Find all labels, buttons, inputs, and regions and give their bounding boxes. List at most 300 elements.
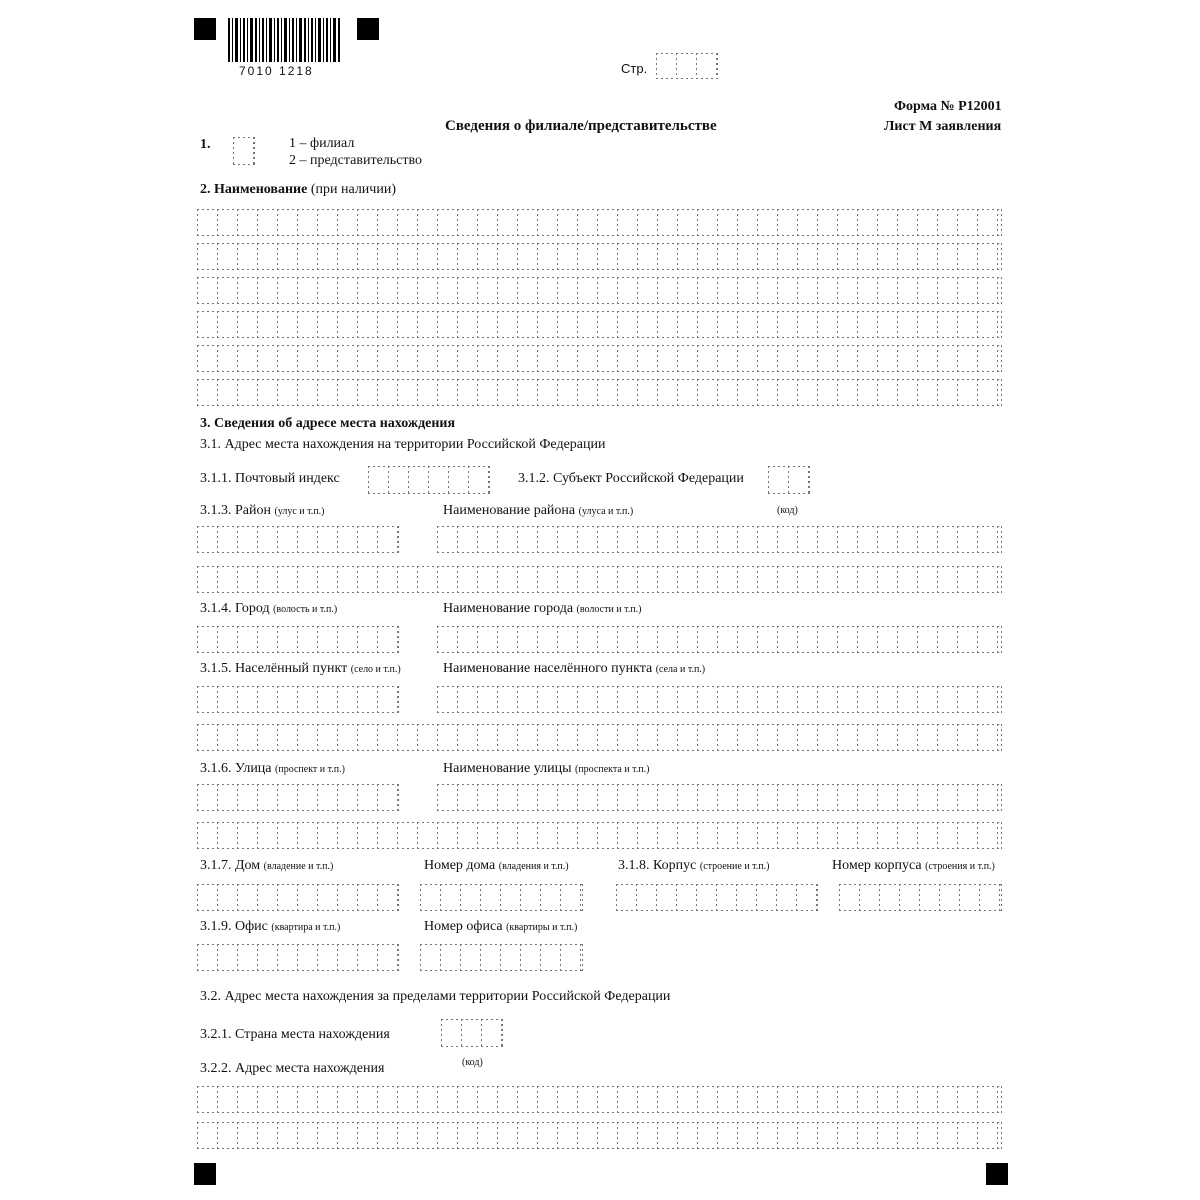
cell-divider (697, 1086, 698, 1113)
cell-divider (817, 1086, 818, 1113)
cell-divider (357, 379, 358, 406)
cell-divider (617, 784, 618, 811)
cell-divider (317, 686, 318, 713)
cell-divider (560, 944, 561, 971)
cell-divider (217, 243, 218, 270)
cell-divider (979, 884, 980, 911)
cell-divider (297, 379, 298, 406)
cell-divider (277, 626, 278, 653)
cell-divider (937, 526, 938, 553)
cell-divider (481, 1019, 482, 1047)
cell-divider (997, 724, 998, 751)
cell-divider (897, 1086, 898, 1113)
cell-divider (357, 277, 358, 304)
cell-divider (897, 209, 898, 236)
cell-divider (777, 311, 778, 338)
cell-divider (577, 1086, 578, 1113)
cell-divider (257, 566, 258, 593)
cell-divider (537, 822, 538, 849)
cell-divider (577, 311, 578, 338)
cell-divider (317, 784, 318, 811)
office-type-cells[interactable] (197, 944, 399, 971)
cell-divider (937, 379, 938, 406)
cell-divider (397, 277, 398, 304)
district-title: 3.1.3. Район (200, 503, 271, 518)
cell-divider (217, 1086, 218, 1113)
foreign-address-row-2[interactable] (197, 1122, 1002, 1149)
name-row-1[interactable] (197, 209, 1002, 236)
street-label (200, 761, 345, 778)
city-title: 3.1.4. Город (200, 601, 270, 616)
settlement-type-cells[interactable] (197, 686, 399, 713)
cell-divider (757, 243, 758, 270)
cell-divider (577, 566, 578, 593)
district-name-cells-2[interactable] (197, 566, 1002, 593)
cell-divider (1001, 526, 1002, 553)
cell-divider (217, 1122, 218, 1149)
cell-divider (837, 1086, 838, 1113)
cell-divider (417, 724, 418, 751)
cell-divider (597, 1122, 598, 1149)
cell-divider (497, 566, 498, 593)
foreign-address-label: 3.2.2. Адрес места нахождения (200, 1061, 385, 1076)
cell-divider (337, 1122, 338, 1149)
corner-marker-top-left (194, 18, 216, 40)
cell-divider (777, 1122, 778, 1149)
cell-divider (417, 345, 418, 372)
cell-divider (897, 277, 898, 304)
cell-divider (1001, 884, 1002, 911)
cell-divider (877, 724, 878, 751)
house-hint: (владение и т.п.) (263, 861, 334, 872)
cell-divider (457, 686, 458, 713)
street-name-title: Наименование улицы (443, 761, 572, 776)
office-title: 3.1.9. Офис (200, 919, 268, 934)
cell-divider (297, 566, 298, 593)
cell-divider (857, 277, 858, 304)
cell-divider (377, 1122, 378, 1149)
cell-divider (337, 784, 338, 811)
cell-divider (657, 526, 658, 553)
cell-divider (517, 345, 518, 372)
cell-divider (337, 526, 338, 553)
cell-divider (388, 466, 389, 494)
cell-divider (637, 784, 638, 811)
page-label: Стр. (621, 61, 648, 76)
cell-divider (797, 277, 798, 304)
cell-divider (677, 311, 678, 338)
cell-divider (557, 784, 558, 811)
cell-divider (217, 822, 218, 849)
cell-divider (917, 566, 918, 593)
cell-divider (397, 566, 398, 593)
cell-divider (817, 345, 818, 372)
cell-divider (677, 686, 678, 713)
cell-divider (657, 277, 658, 304)
cell-divider (317, 243, 318, 270)
cell-divider (817, 566, 818, 593)
cell-divider (737, 277, 738, 304)
street-name-cells-1[interactable] (437, 784, 1002, 811)
cell-divider (257, 526, 258, 553)
cell-divider (477, 686, 478, 713)
cell-divider (937, 209, 938, 236)
cell-divider (417, 1122, 418, 1149)
cell-divider (617, 686, 618, 713)
cell-divider (957, 1086, 958, 1113)
type-code-cell[interactable] (233, 137, 255, 165)
cell-divider (757, 526, 758, 553)
cell-divider (297, 277, 298, 304)
cell-divider (277, 345, 278, 372)
district-type-cells[interactable] (197, 526, 399, 553)
cell-divider (577, 784, 578, 811)
cell-divider (837, 566, 838, 593)
cell-divider (997, 209, 998, 236)
cell-divider (897, 566, 898, 593)
cell-divider (877, 345, 878, 372)
cell-divider (237, 277, 238, 304)
cell-divider (937, 784, 938, 811)
cell-divider (577, 526, 578, 553)
cell-divider (717, 1122, 718, 1149)
cell-divider (637, 566, 638, 593)
cell-divider (939, 884, 940, 911)
name-row-2[interactable] (197, 243, 1002, 270)
cell-divider (397, 1122, 398, 1149)
cell-divider (500, 884, 501, 911)
cell-divider (617, 345, 618, 372)
corner-marker-top-right (357, 18, 379, 40)
cell-divider (477, 311, 478, 338)
cell-divider (517, 724, 518, 751)
cell-divider (977, 243, 978, 270)
cell-divider (997, 626, 998, 653)
cell-divider (480, 944, 481, 971)
cell-divider (577, 243, 578, 270)
cell-divider (917, 311, 918, 338)
cell-divider (977, 209, 978, 236)
cell-divider (897, 243, 898, 270)
cell-divider (217, 944, 218, 971)
cell-divider (637, 379, 638, 406)
name-row-3[interactable] (197, 277, 1002, 304)
cell-divider (977, 1086, 978, 1113)
cell-divider (461, 1019, 462, 1047)
cell-divider (597, 784, 598, 811)
cell-divider (517, 209, 518, 236)
cell-divider (457, 526, 458, 553)
cell-divider (797, 686, 798, 713)
cell-divider (297, 944, 298, 971)
building-number-cells[interactable] (839, 884, 1002, 911)
cell-divider (337, 626, 338, 653)
cell-divider (437, 1122, 438, 1149)
district-name-cells-1[interactable] (437, 526, 1002, 553)
cell-divider (697, 526, 698, 553)
settlement-name-title: Наименование населённого пункта (443, 661, 653, 676)
cell-divider (277, 566, 278, 593)
cell-divider (477, 724, 478, 751)
cell-divider (857, 784, 858, 811)
cell-divider (917, 686, 918, 713)
cell-divider (957, 379, 958, 406)
cell-divider (577, 345, 578, 372)
cell-divider (257, 345, 258, 372)
country-code-cells[interactable] (441, 1019, 503, 1047)
postal-code-label: 3.1.1. Почтовый индекс (200, 471, 340, 486)
cell-divider (817, 822, 818, 849)
cell-divider (757, 1086, 758, 1113)
cell-divider (737, 1122, 738, 1149)
cell-divider (357, 1086, 358, 1113)
cell-divider (217, 686, 218, 713)
cell-divider (817, 526, 818, 553)
cell-divider (977, 724, 978, 751)
cell-divider (517, 379, 518, 406)
cell-divider (637, 724, 638, 751)
cell-divider (357, 526, 358, 553)
cell-divider (877, 209, 878, 236)
cell-divider (997, 822, 998, 849)
cell-divider (297, 1122, 298, 1149)
cell-divider (257, 277, 258, 304)
cell-divider (617, 1086, 618, 1113)
cell-divider (859, 884, 860, 911)
cell-divider (957, 311, 958, 338)
cell-divider (977, 379, 978, 406)
street-name-hint: (проспекта и т.п.) (574, 764, 650, 775)
cell-divider (237, 209, 238, 236)
cell-divider (417, 243, 418, 270)
cell-divider (697, 686, 698, 713)
cell-divider (797, 626, 798, 653)
cell-divider (617, 311, 618, 338)
cell-divider (577, 379, 578, 406)
cell-divider (317, 277, 318, 304)
cell-divider (557, 345, 558, 372)
cell-divider (460, 884, 461, 911)
cell-divider (457, 784, 458, 811)
cell-divider (757, 277, 758, 304)
cell-divider (577, 626, 578, 653)
cell-divider (879, 884, 880, 911)
cell-divider (877, 686, 878, 713)
cell-divider (737, 822, 738, 849)
cell-divider (497, 526, 498, 553)
cell-divider (277, 822, 278, 849)
cell-divider (677, 784, 678, 811)
cell-divider (817, 884, 818, 911)
cell-divider (797, 566, 798, 593)
cell-divider (357, 944, 358, 971)
house-number-cells[interactable] (420, 884, 583, 911)
cell-divider (696, 53, 697, 79)
cell-divider (837, 724, 838, 751)
cell-divider (217, 345, 218, 372)
cell-divider (917, 277, 918, 304)
cell-divider (337, 243, 338, 270)
cell-divider (637, 626, 638, 653)
region-code-cells[interactable] (768, 466, 810, 494)
cell-divider (817, 209, 818, 236)
cell-divider (877, 1122, 878, 1149)
cell-divider (217, 626, 218, 653)
cell-divider (1001, 724, 1002, 751)
cell-divider (937, 243, 938, 270)
cell-divider (697, 243, 698, 270)
cell-divider (520, 944, 521, 971)
cell-divider (277, 724, 278, 751)
cell-divider (357, 209, 358, 236)
cell-divider (637, 1122, 638, 1149)
cell-divider (897, 526, 898, 553)
cell-divider (777, 345, 778, 372)
cell-divider (737, 209, 738, 236)
cell-divider (377, 724, 378, 751)
cell-divider (777, 526, 778, 553)
cell-divider (717, 1086, 718, 1113)
cell-divider (857, 626, 858, 653)
cell-divider (637, 209, 638, 236)
cell-divider (317, 1086, 318, 1113)
postal-code-cells[interactable] (368, 466, 490, 494)
cell-divider (697, 784, 698, 811)
cell-divider (337, 944, 338, 971)
cell-divider (448, 466, 449, 494)
city-label (200, 601, 337, 618)
cell-divider (657, 345, 658, 372)
cell-divider (597, 626, 598, 653)
cell-divider (1001, 1086, 1002, 1113)
city-hint: (волость и т.п.) (273, 604, 338, 615)
cell-divider (877, 526, 878, 553)
cell-divider (637, 526, 638, 553)
cell-divider (857, 686, 858, 713)
cell-divider (277, 686, 278, 713)
cell-divider (717, 724, 718, 751)
name-row-6[interactable] (197, 379, 1002, 406)
cell-divider (777, 1086, 778, 1113)
cell-divider (637, 345, 638, 372)
name-row-5[interactable] (197, 345, 1002, 372)
page-number-cells[interactable] (656, 53, 718, 79)
cell-divider (477, 1086, 478, 1113)
street-title: 3.1.6. Улица (200, 761, 272, 776)
cell-divider (809, 466, 810, 494)
cell-divider (997, 566, 998, 593)
cell-divider (497, 822, 498, 849)
cell-divider (237, 626, 238, 653)
cell-divider (697, 345, 698, 372)
cell-divider (457, 243, 458, 270)
cell-divider (477, 626, 478, 653)
cell-divider (717, 379, 718, 406)
settlement-name-cells-1[interactable] (437, 686, 1002, 713)
cell-divider (597, 1086, 598, 1113)
cell-divider (597, 345, 598, 372)
cell-divider (796, 884, 797, 911)
cell-divider (577, 822, 578, 849)
cell-divider (797, 784, 798, 811)
cell-divider (717, 311, 718, 338)
cell-divider (777, 277, 778, 304)
cell-divider (977, 1122, 978, 1149)
cell-divider (677, 379, 678, 406)
cell-divider (397, 345, 398, 372)
city-name-cells[interactable] (437, 626, 1002, 653)
cell-divider (397, 379, 398, 406)
cell-divider (917, 345, 918, 372)
cell-divider (837, 243, 838, 270)
cell-divider (457, 311, 458, 338)
cell-divider (437, 277, 438, 304)
street-name-cells-2[interactable] (197, 822, 1002, 849)
cell-divider (777, 379, 778, 406)
cell-divider (237, 526, 238, 553)
building-type-cells[interactable] (616, 884, 818, 911)
cell-divider (637, 686, 638, 713)
cell-divider (237, 1122, 238, 1149)
cell-divider (417, 209, 418, 236)
cell-divider (457, 626, 458, 653)
house-type-cells[interactable] (197, 884, 399, 911)
cell-divider (937, 311, 938, 338)
cell-divider (797, 209, 798, 236)
cell-divider (597, 822, 598, 849)
cell-divider (677, 626, 678, 653)
city-type-cells[interactable] (197, 626, 399, 653)
cell-divider (977, 311, 978, 338)
name-row-4[interactable] (197, 311, 1002, 338)
cell-divider (254, 137, 255, 165)
cell-divider (857, 724, 858, 751)
cell-divider (237, 243, 238, 270)
cell-divider (597, 243, 598, 270)
cell-divider (337, 209, 338, 236)
cell-divider (497, 379, 498, 406)
cell-divider (217, 566, 218, 593)
foreign-address-row-1[interactable] (197, 1086, 1002, 1113)
cell-divider (437, 1086, 438, 1113)
cell-divider (377, 822, 378, 849)
cell-divider (457, 822, 458, 849)
cell-divider (408, 466, 409, 494)
cell-divider (897, 822, 898, 849)
country-label: 3.2.1. Страна места нахождения (200, 1027, 390, 1042)
cell-divider (917, 724, 918, 751)
cell-divider (377, 277, 378, 304)
cell-divider (697, 379, 698, 406)
cell-divider (297, 311, 298, 338)
cell-divider (217, 379, 218, 406)
settlement-name-cells-2[interactable] (197, 724, 1002, 751)
cell-divider (1001, 277, 1002, 304)
street-type-cells[interactable] (197, 784, 399, 811)
cell-divider (397, 209, 398, 236)
cell-divider (317, 724, 318, 751)
cell-divider (677, 243, 678, 270)
cell-divider (317, 526, 318, 553)
cell-divider (697, 209, 698, 236)
cell-divider (1001, 626, 1002, 653)
district-hint: (улус и т.п.) (274, 506, 325, 517)
cell-divider (257, 884, 258, 911)
office-number-cells[interactable] (420, 944, 583, 971)
cell-divider (897, 724, 898, 751)
cell-divider (857, 311, 858, 338)
building-label (618, 858, 769, 875)
